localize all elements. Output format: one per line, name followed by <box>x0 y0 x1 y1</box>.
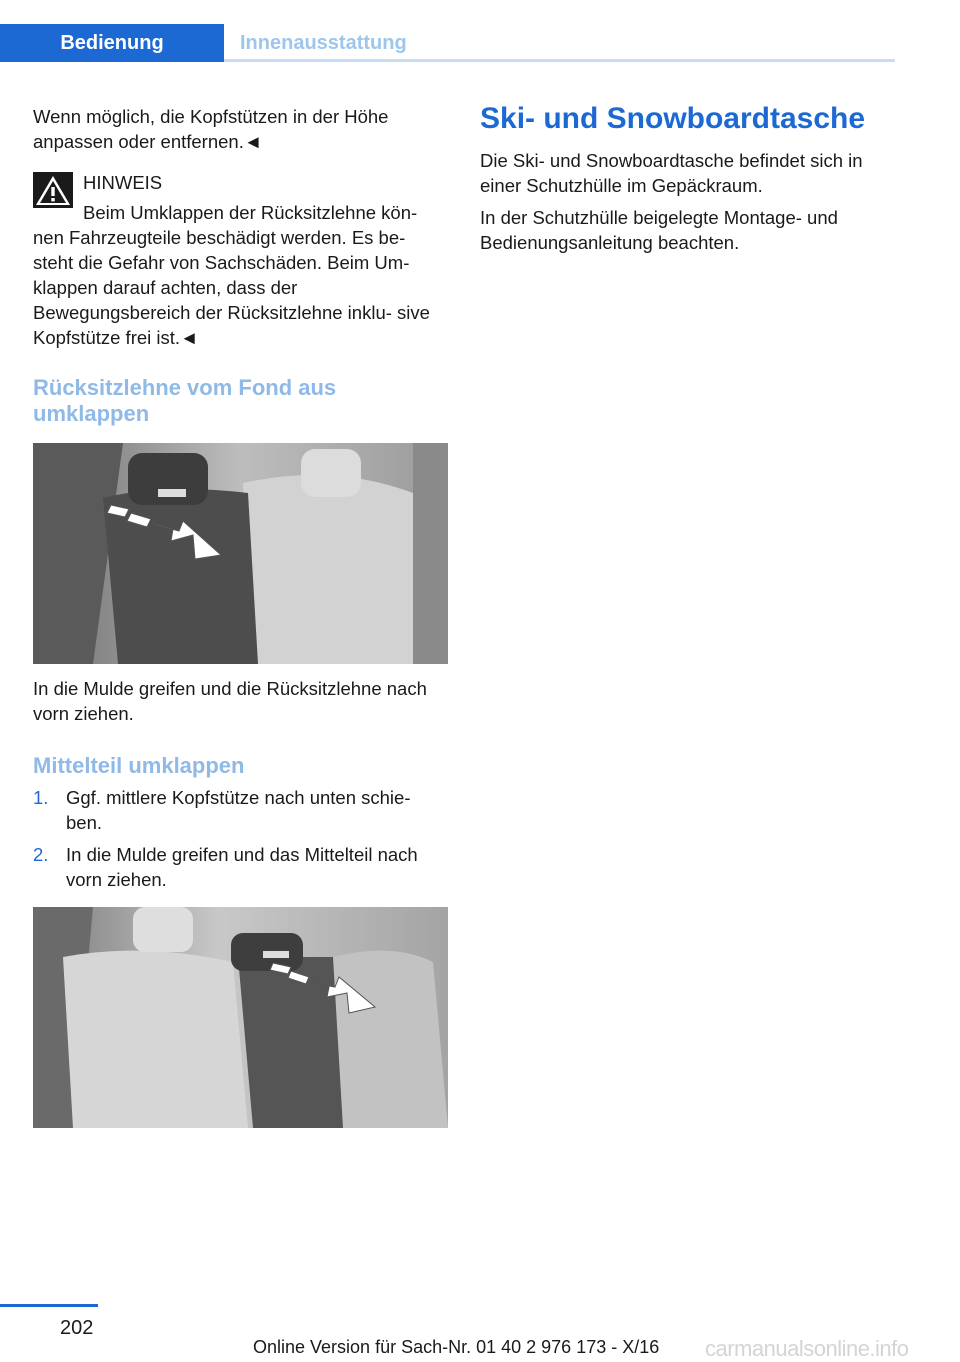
step-number: 2. <box>33 844 49 865</box>
list-item <box>33 785 448 835</box>
warning-triangle-icon <box>33 172 73 208</box>
list-item <box>33 842 448 892</box>
left-column <box>33 104 448 1128</box>
watermark: carmanualsonline.info <box>705 1336 909 1361</box>
step-number: 1. <box>33 787 49 808</box>
ski-bag-paragraph-1: Die Ski- und Snowboardtasche befindet sich in einer Schutzhülle im Gepäckraum. <box>480 150 863 196</box>
ski-bag-paragraph-2: In der Schutzhülle beigelegte Montage- und Bedienungsanleitung beachten. <box>480 207 838 253</box>
intro-paragraph: Wenn möglich, die Kopfstützen in der Höhe anpassen oder entfernen.◄ <box>33 106 389 152</box>
header-tabs <box>0 24 895 62</box>
heading-ski-snowboardtasche: Ski- und Snowboardtasche <box>480 102 866 135</box>
header-rule <box>224 59 895 62</box>
warning-text-first-line: Beim Umklappen der Rücksitzlehne kön- <box>83 202 418 223</box>
heading-fond-umklappen: Rücksitzlehne vom Fond aus umklappen <box>33 375 337 426</box>
page-number: 202 <box>60 1317 94 1339</box>
center-section-image <box>33 907 448 1128</box>
right-column <box>480 100 898 255</box>
tab-bedienung[interactable]: Bedienung <box>0 24 224 62</box>
warning-label: HINWEIS <box>83 172 163 193</box>
footer-version: Online Version für Sach-Nr. 01 40 2 976 173 - X/16 <box>253 1337 660 1357</box>
heading-mittelteil: Mittelteil umklappen <box>33 753 245 778</box>
caption-fond: In die Mulde greifen und die Rücksitzlehne nach vorn ziehen. <box>33 678 427 724</box>
footer-rule <box>0 1304 98 1307</box>
steps-list <box>33 785 448 892</box>
rear-seat-backrest-image <box>33 443 448 664</box>
warning-text: nen Fahrzeugteile beschädigt werden. Es be- steht die Gefahr von Sachschäden. Beim Um- klappen darauf achten, dass der Bewegungsbereich der Rücksitzlehne inklu- sive Kopfstütze frei ist.◄ <box>33 227 430 348</box>
step-text: In die Mulde greifen und das Mittelteil nach vorn ziehen. <box>66 844 418 890</box>
warning-box <box>33 170 448 350</box>
step-text: Ggf. mittlere Kopfstütze nach unten schie- ben. <box>66 787 411 833</box>
tab-innenausstattung[interactable]: Innenausstattung <box>240 32 407 54</box>
